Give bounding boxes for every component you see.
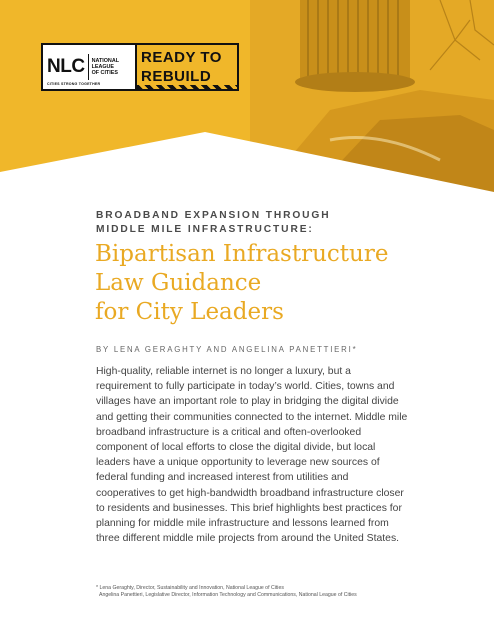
nlc-logo (41, 43, 137, 91)
author-byline: BY LENA GERAGHTY AND ANGELINA PANETTIERI* (96, 345, 358, 354)
badge-line-2: REBUILD (141, 68, 212, 85)
logo-lockup (41, 43, 239, 91)
nlc-logo-letters: NLC (47, 56, 85, 77)
badge-line-1: READY TO (141, 49, 222, 66)
document-title: Bipartisan Infrastructure Law Guidance for City Leaders (95, 241, 389, 325)
hero-banner (0, 0, 494, 205)
hazard-stripe (137, 85, 239, 89)
eyebrow-heading: BROADBAND EXPANSION THROUGH MIDDLE MILE INFRASTRUCTURE: (96, 210, 331, 235)
nlc-logo-divider (88, 54, 89, 80)
ready-to-rebuild-badge (137, 43, 239, 91)
nlc-logo-name: NATIONAL LEAGUE OF CITIES (91, 57, 120, 77)
footnotes (96, 585, 411, 599)
hero-construction-photo (0, 0, 494, 205)
intro-paragraph: High-quality, reliable internet is no longer a luxury, but a requirement to fully participate in today’s world. Cities, towns and villages have an important role to play in bridging the digital divide and getting their communities connected to the internet. Middle mile broadband infrastructure is a critical and often-overlooked component of local efforts to close the digital divide, but local leaders have a unique opportunity to leverage new sources of federal funding and increased interest from utilities and cooperatives to get high-bandwidth broadband infrastructure closer to residents and businesses. This brief highlights best practices for planning for middle mile infrastructure and lessons learned from three different middle mile projects from around the United States. (96, 366, 408, 545)
footnote-1: * Lena Geraghty, Director, Sustainability and Innovation, National League of Cities (96, 585, 284, 591)
footnote-2: Angelina Panettieri, Legislative Director, Information Technology and Communications, National League of Cities (99, 592, 357, 599)
nlc-logo-tagline: CITIES STRONG TOGETHER (47, 82, 101, 86)
